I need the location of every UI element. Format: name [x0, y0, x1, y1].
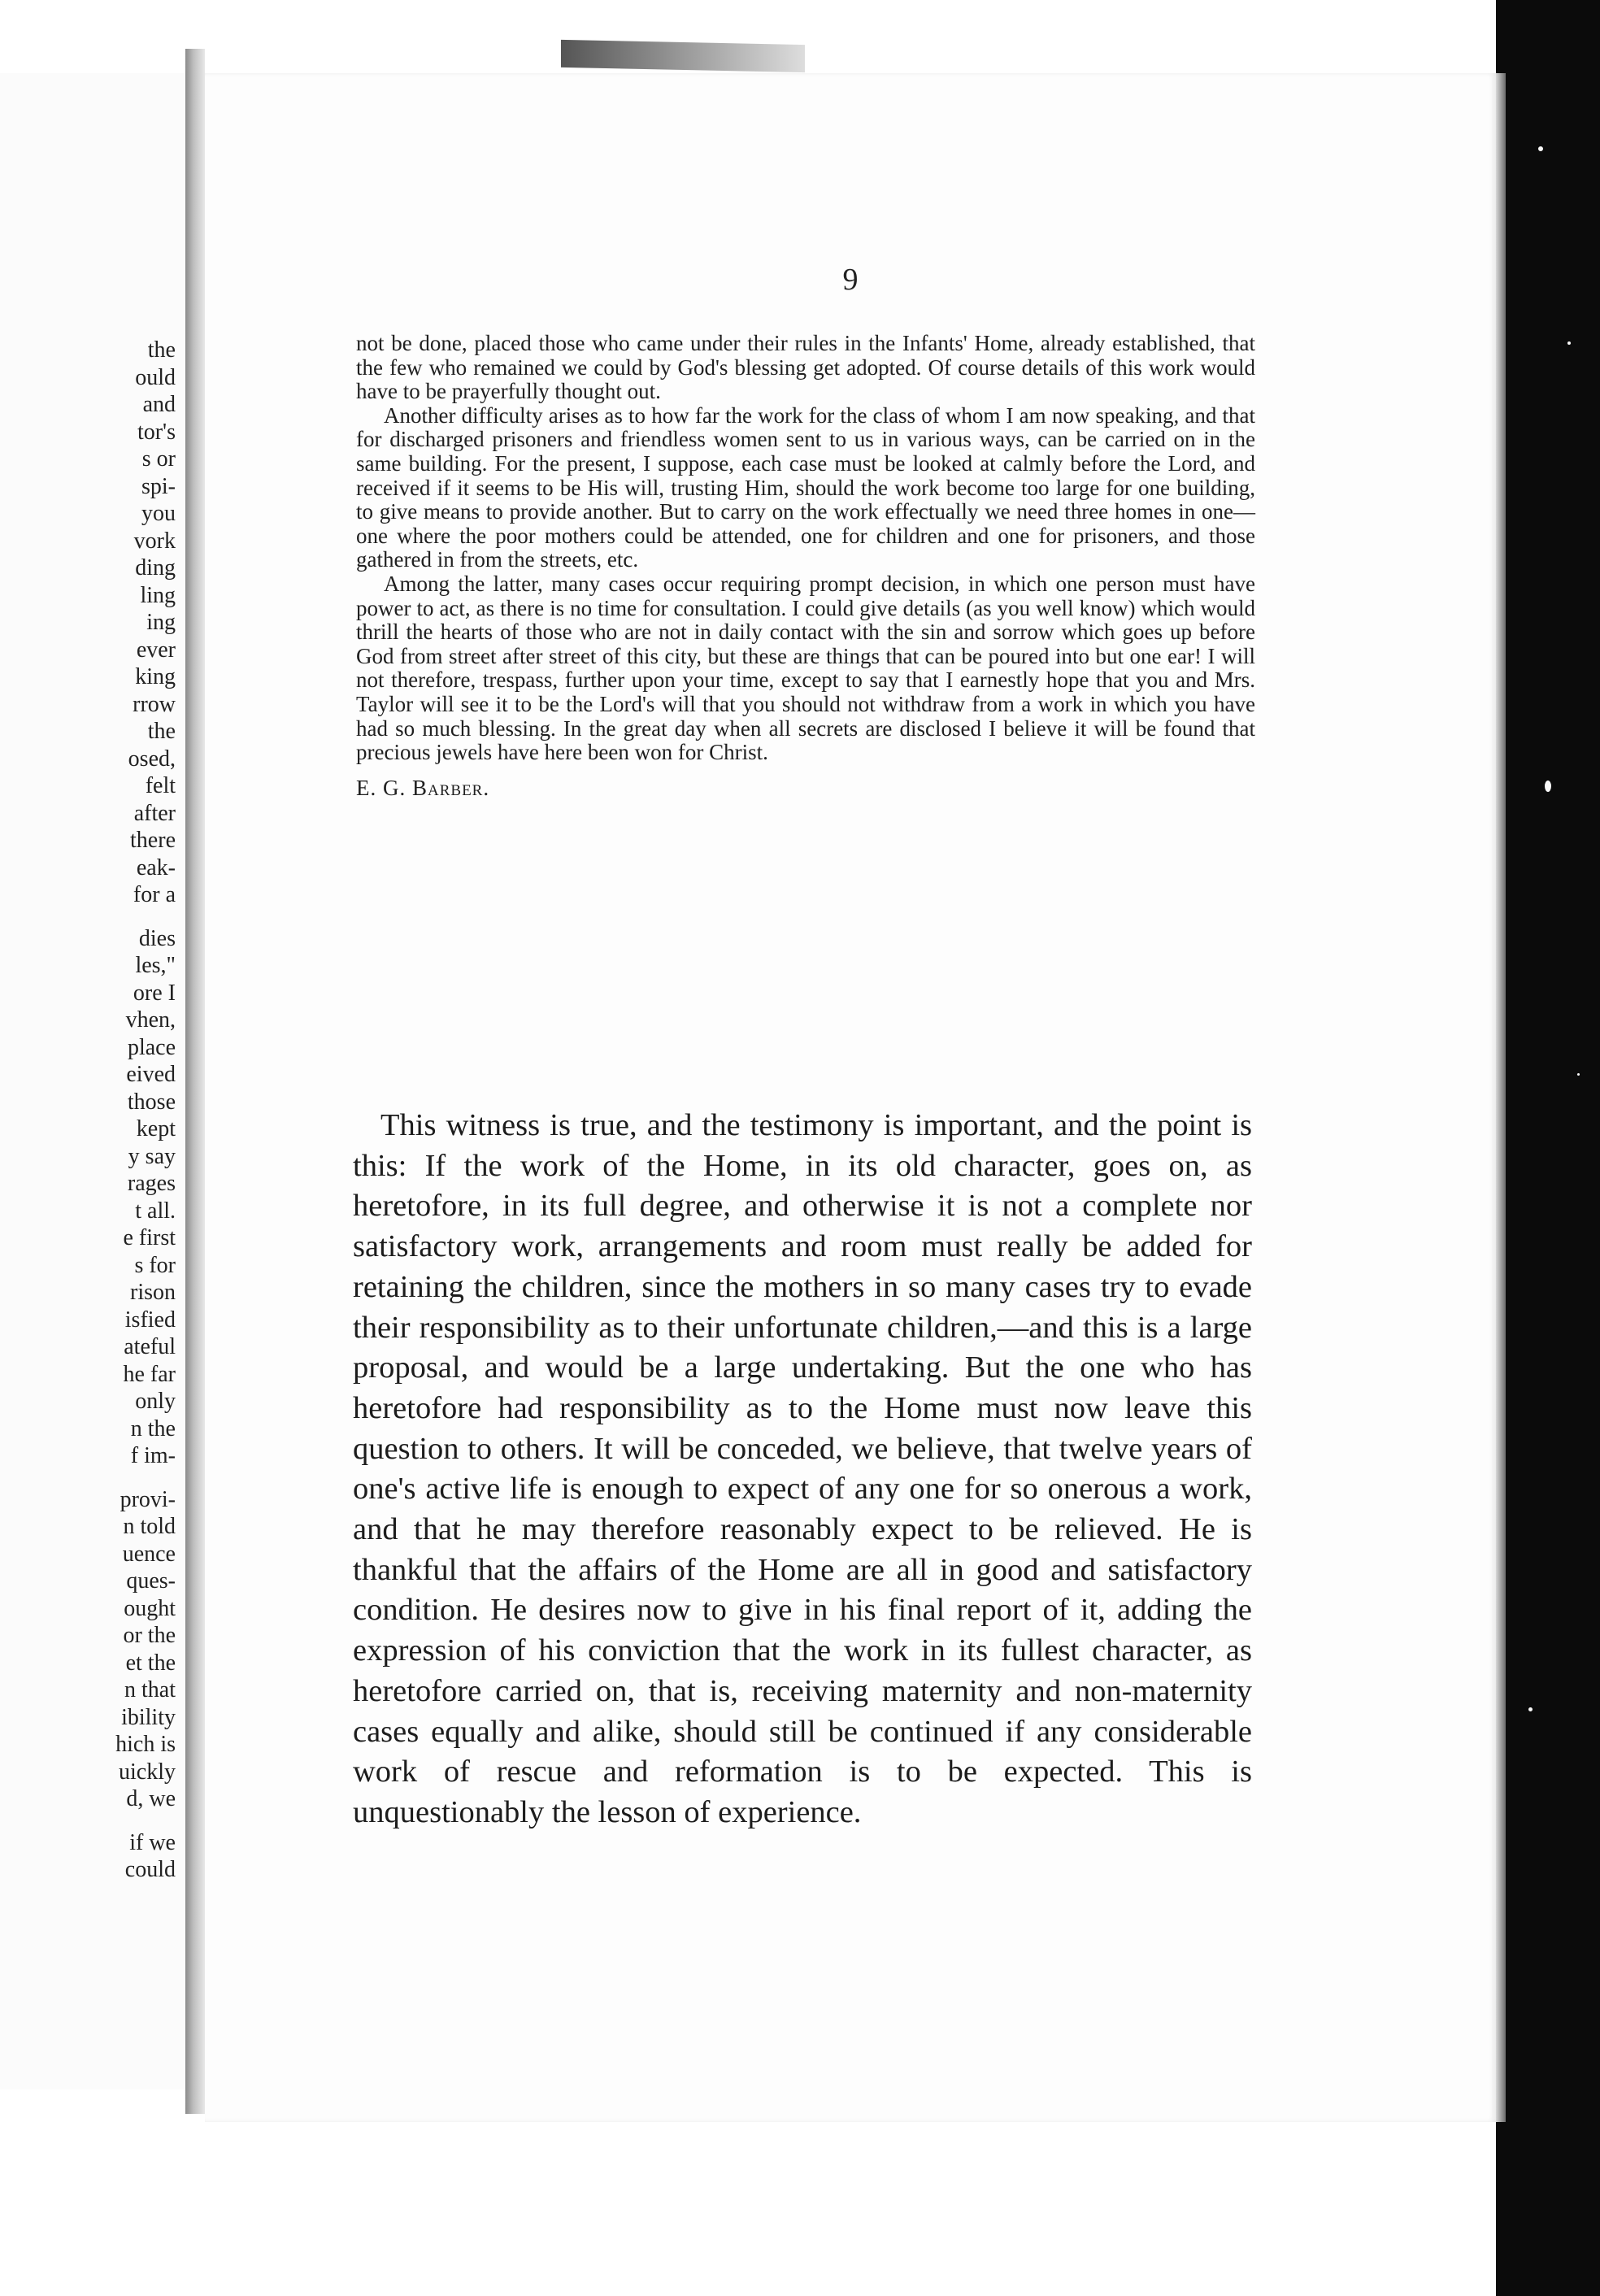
left-page-fragment: felt — [145, 773, 176, 798]
left-page-fragment: n the — [130, 1415, 176, 1442]
left-page-fragment: or the — [123, 1623, 176, 1648]
left-page-fragment: rison — [130, 1280, 176, 1305]
letter-paragraph-1: not be done, placed those who came under their rules in the Infants' Home, already established, that the few who remained we could by God's blessing get adopted. Of course details of this work would have to be prayerfully thought out. — [356, 331, 1255, 404]
scanner-background — [1496, 0, 1600, 2296]
left-page-fragment: provi- — [120, 1486, 176, 1512]
left-page-fragment: ould — [135, 364, 176, 390]
left-page-fragment: and — [142, 392, 176, 417]
letter-paragraph-2: Another difficulty arises as to how far the work for the class of whom I am now speaking, and that for discharged prisoners and friendless women sent to us in various ways, can be carried on in the same building. For the present, I suppose, each case must be looked at calmly before the Lord, and received if it seems to be His will, trusting Him, should the work become too large for one building, to give means to provide another. But to carry on the work effectually we need three homes in one—one where the poor mothers could be attended, one for children and one for prisoners, and those gathered in from the streets, etc. — [356, 402, 1255, 572]
left-facing-page — [0, 73, 185, 2089]
letter-signature: E. G. Barber. — [356, 775, 490, 800]
dust-speck — [1538, 146, 1543, 151]
left-page-fragment: eived — [126, 1062, 176, 1087]
left-page-fragment: king — [135, 664, 176, 689]
left-page-fragment: n told — [123, 1514, 176, 1539]
dust-speck — [1528, 1707, 1533, 1711]
left-page-fragment: e first — [123, 1225, 176, 1250]
letter-paragraph-3: Among the latter, many cases occur requiring prompt decision, in which one person must have power to act, as there is no time for consultation. I could give details (as you well know) which would thrill the hearts of those who are not in daily contact with the sin and sorrow which goes up before God from street after street of this city, but these are things that can be poured into but one ear! I will not therefore, trespass, further upon your time, except to say that I earnestly hope that you and Mrs. Taylor will see it to be the Lord's will that you should not withdraw from a work in which you have had so much blessing. In the great day when all secrets are disclosed I believe it will be found that precious jewels have here been won for Christ. — [356, 571, 1255, 765]
dust-speck — [1545, 781, 1551, 792]
left-page-fragment: those — [127, 1089, 176, 1115]
left-page-fragment: eak- — [136, 854, 176, 881]
left-page-fragment: place — [127, 1034, 176, 1060]
left-page-fragment: rages — [127, 1171, 176, 1196]
left-page-fragment: he far — [123, 1361, 176, 1387]
left-page-fragment: f im- — [130, 1443, 176, 1468]
left-page-fragment: the — [147, 337, 176, 363]
left-page-fragment: s for — [134, 1252, 176, 1278]
body-paragraph: This witness is true, and the testimony is important, and the point is this: If the work of the Home, in its old character, goes on, as heretofore, in its full degree, and otherwise it is not a complete nor satisfactory work, arrangements and room must really be added for retaining the children, since the mothers in so many cases try to evade their responsibility as to their unfortunate children,—and this is a large proposal, and would be a large undertaking. But the one who has heretofore had responsibility as to the Home must now leave this question to others. It will be conceded, we believe, that twelve years of one's active life is enough to expect of any one for so onerous a work, and that he may therefore reasonably expect to be relieved. He is thankful that the affairs of the Home are all in good and satisfactory condition. He desires now to give in his final report of it, adding the expression of his conviction that the work in its fullest character, as heretofore carried on, that is, receiving maternity and non-maternity cases equally and alike, should still be continued if any considerable work of rescue and reformation is to be expected. This is unquestionably the lesson of experience. — [353, 1108, 1252, 1829]
left-page-fragment: ateful — [124, 1334, 176, 1359]
page-number: 9 — [842, 263, 859, 297]
left-page-fragment: osed, — [128, 746, 176, 772]
left-page-fragment: vhen, — [125, 1007, 176, 1033]
left-page-fragment: ever — [136, 637, 176, 663]
left-page-fragment: les," — [135, 953, 176, 978]
book-gutter — [185, 49, 205, 2114]
main-body-text — [353, 1106, 1252, 1833]
left-page-fragment: y say — [128, 1143, 176, 1169]
left-page-fragment: ing — [146, 610, 176, 635]
left-page-fragment: s or — [141, 446, 176, 472]
binding-clip-shadow — [561, 40, 805, 72]
left-page-fragment: vork — [133, 528, 176, 554]
left-page-fragment: only — [135, 1389, 176, 1414]
left-page-fragment: n that — [124, 1677, 176, 1702]
left-page-fragment: spi- — [141, 473, 176, 499]
dust-speck — [1577, 1073, 1580, 1076]
left-page-fragment: you — [141, 501, 176, 526]
dust-speck — [1567, 341, 1571, 345]
left-page-fragment: ling — [140, 582, 176, 608]
scan-bottom-margin — [0, 2122, 1496, 2296]
scan-top-margin — [0, 0, 1600, 73]
left-page-fragment — [115, 1813, 176, 1829]
page-edge-shadow — [1496, 73, 1506, 2122]
left-page-fragment: isfied — [124, 1307, 176, 1333]
left-page-fragment: t all. — [135, 1198, 176, 1224]
left-page-fragment: for a — [133, 882, 176, 907]
left-page-fragment: hich is — [115, 1732, 176, 1757]
left-page-fragment: after — [133, 800, 176, 826]
left-page-fragment: kept — [136, 1116, 176, 1141]
left-page-fragment: if we — [129, 1829, 176, 1855]
left-page-fragment: could — [124, 1857, 176, 1882]
left-page-fragment: rrow — [133, 691, 176, 717]
left-page-fragment: uence — [122, 1541, 176, 1567]
left-page-fragment: ding — [135, 555, 176, 581]
left-page-fragment — [115, 909, 176, 925]
left-page-text-fragments — [115, 337, 176, 1884]
left-page-fragment: tor's — [137, 419, 176, 445]
quoted-letter — [356, 332, 1255, 800]
left-page-fragment: ibility — [121, 1704, 176, 1730]
left-page-fragment: ques- — [126, 1568, 176, 1594]
main-page — [205, 73, 1496, 2122]
left-page-fragment: there — [130, 828, 176, 853]
left-page-fragment: uickly — [119, 1759, 176, 1785]
left-page-fragment: ore I — [133, 980, 176, 1006]
left-page-fragment — [115, 1470, 176, 1486]
left-page-fragment: d, we — [126, 1786, 176, 1811]
left-page-fragment: ought — [124, 1595, 176, 1621]
left-page-fragment: the — [147, 719, 176, 744]
left-page-fragment: et the — [125, 1650, 176, 1676]
left-page-fragment: dies — [138, 925, 176, 951]
